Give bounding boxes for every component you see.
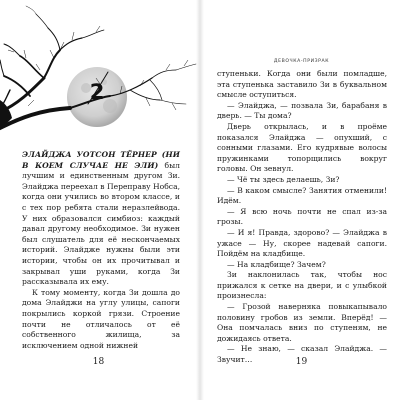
- right-page-text: [217, 69, 387, 366]
- right-page: [203, 0, 400, 400]
- left-page: [0, 0, 197, 400]
- running-head: ДЕВОЧКА-ПРИЗРАК: [273, 59, 330, 64]
- body-paragraph: — Я всю ночь почти не спал из-за грозы.: [217, 206, 387, 227]
- body-paragraph: — Не знаю, — сказал Элайджа. — Звучит…: [217, 344, 387, 365]
- page-number-left: 18: [92, 357, 105, 367]
- body-paragraph: — Грозой наверняка повыкапывало половину гробов из земли. Вперёд! — Она помчалась вниз по ступеням, не дожидаясь ответа.: [217, 302, 387, 343]
- body-paragraph: — И я! Правда, здорово? — Элайджа в ужасе — Ну, скорее надевай сапоги. Пойдём на кладбище.: [217, 227, 387, 259]
- body-paragraph: ступеньки. Когда они были помладше, эта ступенька заставило Зи в буквальном смысле оступиться.: [217, 69, 387, 100]
- tree-moon-illustration: [0, 0, 197, 148]
- chapter-lead-in: ЭЛАЙДЖА УОТСОН ТЁРНЕР (НИ В КОЕМ СЛУЧАЕ НЕ ЭЛИ): [22, 150, 180, 170]
- chapter-number: 2: [89, 80, 105, 104]
- body-paragraph: — Элайджа, — позвала Зи, барабаня в дверь. — Ты дома?: [217, 100, 387, 121]
- opening-paragraph: [22, 150, 180, 288]
- body-paragraph: Зи наклонилась так, чтобы нос прижался к сетке на двери, и с улыбкой произнесла:: [217, 270, 387, 301]
- body-paragraph: — На кладбище? Зачем?: [227, 259, 326, 269]
- body-paragraph: — В каком смысле? Занятия отменили! Идём.: [217, 185, 387, 206]
- chapter-opening-text: [22, 150, 180, 351]
- opening-paragraph-rest: был лучшим и единственным другом Зи. Элайджа переехал в Переправу Нобса, когда они учились во втором классе, и с тех пор ребята стали неразлейвода. У них образовался симбиоз: каждый давал другому необходимое. Зи нужен был слушатель для её нескончаемых историй. Элайдже нужны были эти истории, чтобы он их прочитывал и закрывал уши руками, когда Зи рассказывала их ему.: [22, 160, 181, 287]
- body-paragraph: Дверь открылась, и в проёме показался Элайджа — опухший, с сонными глазами. Его кудрявые волосы пружинками топорщились вокруг головы. Он зевнул.: [217, 121, 387, 174]
- body-paragraph: К тому моменту, когда Зи дошла до дома Элайджи на углу улицы, сапоги покрылись коркой грязи. Строение почти не отличалось от её собственного жилища, за исключением одной нижней: [22, 287, 180, 350]
- page-number-right: 19: [295, 357, 308, 367]
- body-paragraph: — Чё ты здесь делаешь, Зи?: [227, 174, 340, 184]
